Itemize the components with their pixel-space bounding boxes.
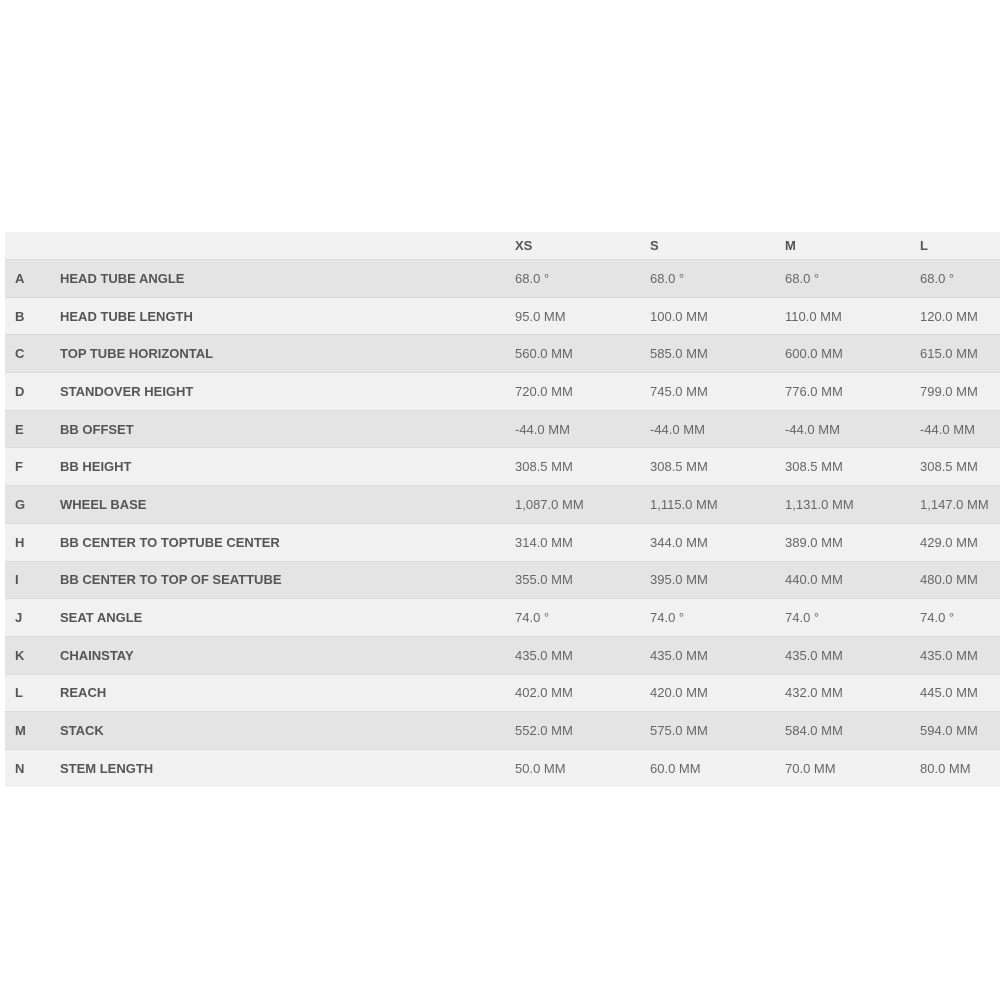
value-size-xs: 68.0 °	[515, 270, 550, 286]
value-size-m: 70.0 MM	[785, 760, 836, 776]
table-row	[5, 410, 1000, 448]
header-size-xs: XS	[515, 238, 533, 253]
value-size-m: 432.0 MM	[785, 685, 843, 701]
row-measurement-name: HEAD TUBE LENGTH	[60, 308, 193, 324]
value-size-m: 1,131.0 MM	[785, 496, 854, 512]
row-measurement-name: TOP TUBE HORIZONTAL	[60, 346, 214, 362]
table-row	[5, 599, 1000, 637]
table-row	[5, 561, 1000, 599]
value-size-xs: 402.0 MM	[515, 685, 573, 701]
value-size-s: 68.0 °	[650, 270, 685, 286]
table-body	[5, 260, 1000, 787]
value-size-l: 799.0 MM	[920, 383, 978, 399]
row-letter: F	[15, 459, 23, 475]
value-size-s: 420.0 MM	[650, 685, 708, 701]
header-size-l: L	[920, 238, 928, 253]
value-size-m: -44.0 MM	[785, 421, 840, 437]
row-measurement-name: SEAT ANGLE	[60, 610, 143, 626]
row-measurement-name: CHAINSTAY	[60, 647, 134, 663]
row-measurement-name: BB OFFSET	[60, 421, 134, 437]
value-size-s: 435.0 MM	[650, 647, 708, 663]
value-size-m: 74.0 °	[785, 610, 820, 626]
header-measurement	[60, 232, 515, 260]
row-letter: D	[15, 383, 25, 399]
value-size-xs: -44.0 MM	[515, 421, 570, 437]
value-size-m: 584.0 MM	[785, 723, 843, 739]
row-measurement-name: HEAD TUBE ANGLE	[60, 270, 185, 286]
value-size-xs: 50.0 MM	[515, 760, 566, 776]
row-letter: G	[15, 496, 26, 512]
row-letter: M	[15, 723, 26, 739]
value-size-l: 80.0 MM	[920, 760, 971, 776]
value-size-l: 435.0 MM	[920, 647, 978, 663]
row-measurement-name: WHEEL BASE	[60, 496, 147, 512]
value-size-xs: 308.5 MM	[515, 459, 573, 475]
value-size-xs: 720.0 MM	[515, 383, 573, 399]
table-row	[5, 749, 1000, 786]
value-size-xs: 1,087.0 MM	[515, 496, 584, 512]
row-letter: E	[15, 421, 24, 437]
value-size-s: 575.0 MM	[650, 723, 708, 739]
value-size-l: -44.0 MM	[920, 421, 975, 437]
value-size-s: 308.5 MM	[650, 459, 708, 475]
value-size-xs: 314.0 MM	[515, 534, 573, 550]
value-size-m: 776.0 MM	[785, 383, 843, 399]
header-letter	[5, 232, 60, 260]
value-size-l: 308.5 MM	[920, 459, 978, 475]
row-measurement-name: BB CENTER TO TOPTUBE CENTER	[60, 534, 280, 550]
value-size-l: 445.0 MM	[920, 685, 978, 701]
value-size-l: 429.0 MM	[920, 534, 978, 550]
value-size-s: 100.0 MM	[650, 308, 708, 324]
row-measurement-name: BB HEIGHT	[60, 459, 132, 475]
value-size-m: 389.0 MM	[785, 534, 843, 550]
value-size-l: 615.0 MM	[920, 346, 978, 362]
row-letter: J	[15, 610, 23, 626]
value-size-m: 600.0 MM	[785, 346, 843, 362]
value-size-s: 60.0 MM	[650, 760, 701, 776]
value-size-xs: 355.0 MM	[515, 572, 573, 588]
row-letter: K	[15, 647, 25, 663]
value-size-l: 594.0 MM	[920, 723, 978, 739]
geometry-table	[5, 232, 1000, 787]
value-size-m: 435.0 MM	[785, 647, 843, 663]
row-letter: L	[15, 685, 23, 701]
value-size-s: 74.0 °	[650, 610, 685, 626]
value-size-m: 440.0 MM	[785, 572, 843, 588]
row-measurement-name: STACK	[60, 723, 104, 739]
row-letter: A	[15, 270, 25, 286]
row-letter: C	[15, 346, 25, 362]
value-size-l: 480.0 MM	[920, 572, 978, 588]
table-row	[5, 373, 1000, 411]
value-size-s: 344.0 MM	[650, 534, 708, 550]
table-row	[5, 523, 1000, 561]
table-row	[5, 486, 1000, 524]
row-measurement-name: BB CENTER TO TOP OF SEATTUBE	[60, 572, 282, 588]
table-row	[5, 712, 1000, 750]
value-size-l: 68.0 °	[920, 270, 955, 286]
row-letter: N	[15, 760, 25, 776]
row-letter: H	[15, 534, 25, 550]
table-row	[5, 674, 1000, 712]
value-size-l: 120.0 MM	[920, 308, 978, 324]
value-size-l: 74.0 °	[920, 610, 955, 626]
value-size-s: -44.0 MM	[650, 421, 705, 437]
row-letter: I	[15, 572, 19, 588]
table-row	[5, 260, 1000, 298]
row-measurement-name: STEM LENGTH	[60, 760, 154, 776]
row-letter: B	[15, 308, 25, 324]
value-size-l: 1,147.0 MM	[920, 496, 989, 512]
value-size-xs: 95.0 MM	[515, 308, 566, 324]
value-size-s: 585.0 MM	[650, 346, 708, 362]
row-measurement-name: STANDOVER HEIGHT	[60, 383, 194, 399]
value-size-xs: 435.0 MM	[515, 647, 573, 663]
value-size-s: 1,115.0 MM	[650, 496, 718, 512]
value-size-m: 68.0 °	[785, 270, 820, 286]
value-size-s: 395.0 MM	[650, 572, 708, 588]
value-size-m: 110.0 MM	[785, 308, 842, 324]
table-row	[5, 335, 1000, 373]
table-row	[5, 297, 1000, 335]
value-size-xs: 74.0 °	[515, 610, 550, 626]
value-size-xs: 552.0 MM	[515, 723, 573, 739]
value-size-m: 308.5 MM	[785, 459, 843, 475]
table-row	[5, 448, 1000, 486]
header-size-m: M	[785, 238, 796, 253]
header-size-s: S	[650, 238, 659, 253]
value-size-s: 745.0 MM	[650, 383, 708, 399]
table-header-row	[5, 232, 1000, 260]
table-row	[5, 636, 1000, 674]
value-size-xs: 560.0 MM	[515, 346, 573, 362]
row-measurement-name: REACH	[60, 685, 107, 701]
